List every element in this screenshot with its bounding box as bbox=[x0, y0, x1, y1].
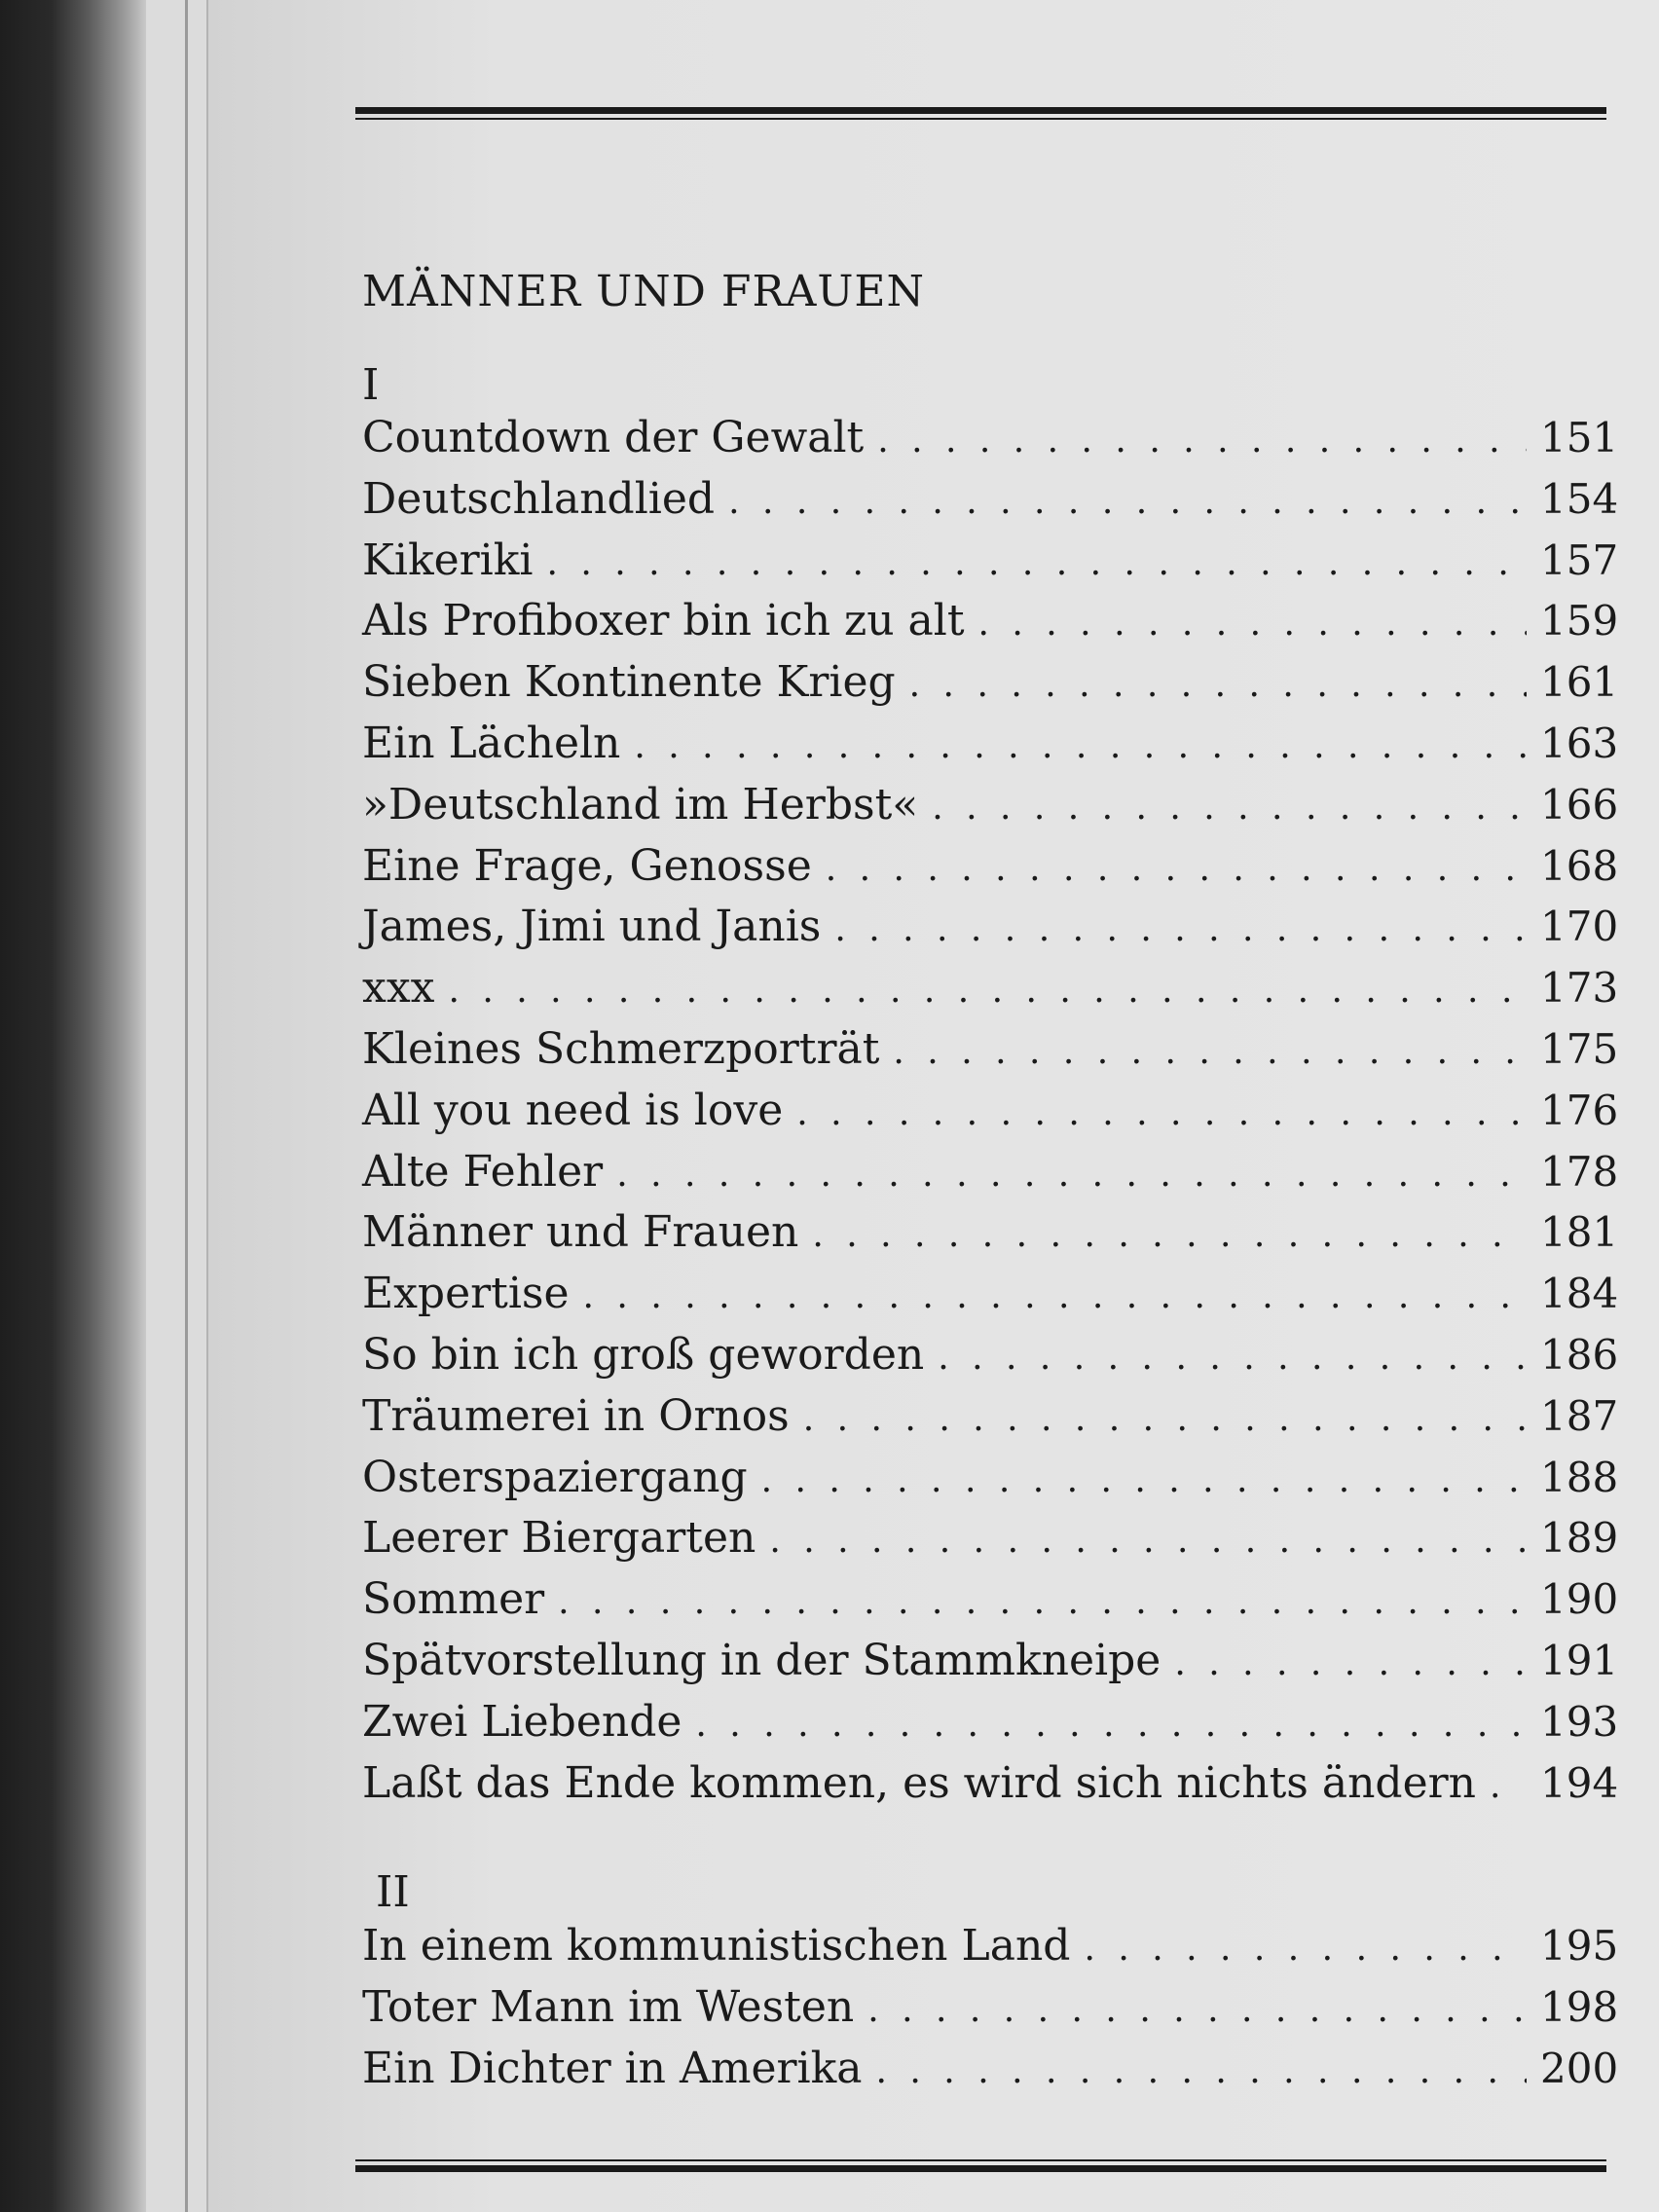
toc-entry-page-number: 157 bbox=[1540, 535, 1619, 584]
toc-entry-page-number: 181 bbox=[1540, 1208, 1619, 1257]
toc-entry bbox=[362, 596, 1618, 657]
toc-entry-page-number: 191 bbox=[1540, 1636, 1619, 1684]
dot-leader bbox=[978, 604, 1527, 644]
toc-entry-title: Als Profiboxer bin ich zu alt bbox=[362, 596, 965, 646]
dot-leader bbox=[1490, 1766, 1527, 1806]
toc-entry-title: xxx bbox=[362, 963, 435, 1014]
toc-entry-page-number: 163 bbox=[1540, 719, 1619, 767]
toc-entry-title: Träumerei in Ornos bbox=[362, 1390, 790, 1441]
toc-entry-title: »Deutschland im Herbst« bbox=[362, 779, 919, 830]
toc-entry-page-number: 151 bbox=[1540, 414, 1619, 461]
toc-entry-page-number: 195 bbox=[1540, 1922, 1619, 1970]
toc-entry bbox=[362, 1330, 1618, 1391]
toc-entry bbox=[362, 1391, 1618, 1453]
dot-leader bbox=[558, 1582, 1527, 1622]
toc-list-part-1 bbox=[362, 413, 1618, 1819]
toc-entry-title: So bin ich groß geworden bbox=[362, 1329, 925, 1380]
dot-leader bbox=[583, 1276, 1527, 1316]
dot-leader bbox=[877, 421, 1527, 461]
toc-entry-page-number: 200 bbox=[1540, 2044, 1619, 2092]
toc-entry bbox=[362, 1147, 1618, 1208]
toc-entry-title: Sommer bbox=[362, 1574, 545, 1625]
toc-entry bbox=[362, 657, 1618, 719]
toc-entry-page-number: 186 bbox=[1540, 1330, 1619, 1379]
toc-entry-page-number: 173 bbox=[1540, 964, 1619, 1013]
book-binding-gutter bbox=[0, 0, 146, 2212]
toc-entry-title: Eine Frage, Genosse bbox=[362, 840, 812, 891]
toc-entry-title: Expertise bbox=[362, 1269, 570, 1319]
toc-entry bbox=[362, 1086, 1618, 1147]
dot-leader bbox=[695, 1705, 1527, 1745]
dot-leader bbox=[803, 1399, 1527, 1439]
toc-list-part-2 bbox=[362, 1921, 1618, 2104]
toc-entry-title: Laßt das Ende kommen, es wird sich nichts ändern bbox=[362, 1757, 1476, 1808]
toc-entry bbox=[362, 413, 1618, 474]
toc-entry-title: Osterspaziergang bbox=[362, 1452, 748, 1502]
toc-entry-title: Sieben Kontinente Krieg bbox=[362, 657, 896, 708]
section-heading: MÄNNER UND FRAUEN bbox=[362, 267, 926, 316]
dot-leader bbox=[796, 1093, 1527, 1133]
page-edge-line bbox=[185, 0, 188, 2212]
toc-entry-page-number: 159 bbox=[1540, 597, 1619, 645]
dot-leader bbox=[876, 2051, 1527, 2091]
dot-leader bbox=[616, 1155, 1527, 1195]
toc-entry bbox=[362, 841, 1618, 903]
toc-entry bbox=[362, 2044, 1618, 2105]
toc-entry-title: Spätvorstellung in der Stammkneipe bbox=[362, 1635, 1161, 1685]
toc-entry bbox=[362, 1758, 1618, 1820]
toc-entry-title: Kikeriki bbox=[362, 535, 534, 585]
toc-entry bbox=[362, 1921, 1618, 1982]
toc-entry-title: Leerer Biergarten bbox=[362, 1513, 756, 1564]
toc-entry bbox=[362, 902, 1618, 963]
dot-leader bbox=[834, 909, 1527, 949]
toc-entry-page-number: 190 bbox=[1540, 1575, 1619, 1624]
part-number-2: II bbox=[376, 1867, 410, 1917]
toc-entry-page-number: 154 bbox=[1540, 474, 1619, 523]
dot-leader bbox=[546, 543, 1527, 583]
toc-entry bbox=[362, 1269, 1618, 1330]
dot-leader bbox=[1174, 1643, 1527, 1683]
toc-entry-title: James, Jimi und Janis bbox=[362, 902, 822, 952]
dot-leader bbox=[932, 788, 1527, 828]
top-double-rule bbox=[355, 107, 1606, 120]
toc-entry-title: Alte Fehler bbox=[362, 1146, 604, 1197]
toc-entry-page-number: 161 bbox=[1540, 658, 1619, 707]
toc-entry-title: Ein Lächeln bbox=[362, 718, 621, 768]
toc-entry-title: Countdown der Gewalt bbox=[362, 413, 865, 462]
toc-entry bbox=[362, 963, 1618, 1024]
toc-entry bbox=[362, 780, 1618, 841]
toc-entry-page-number: 178 bbox=[1540, 1147, 1619, 1196]
toc-entry bbox=[362, 719, 1618, 780]
toc-entry-page-number: 193 bbox=[1540, 1697, 1619, 1746]
toc-entry-title: In einem kommunistischen Land bbox=[362, 1921, 1071, 1971]
part-number-1: I bbox=[362, 360, 380, 410]
toc-entry-title: Zwei Liebende bbox=[362, 1696, 682, 1747]
toc-entry bbox=[362, 535, 1618, 597]
toc-entry-title: Kleines Schmerzporträt bbox=[362, 1023, 880, 1074]
dot-leader bbox=[728, 482, 1527, 522]
toc-entry bbox=[362, 1982, 1618, 2044]
toc-entry bbox=[362, 1207, 1618, 1269]
toc-entry-page-number: 166 bbox=[1540, 780, 1619, 829]
dot-leader bbox=[893, 1032, 1527, 1072]
dot-leader bbox=[938, 1338, 1527, 1378]
toc-entry bbox=[362, 1697, 1618, 1758]
toc-entry-page-number: 170 bbox=[1540, 903, 1619, 951]
toc-entry bbox=[362, 1574, 1618, 1636]
dot-leader bbox=[761, 1460, 1527, 1500]
dot-leader bbox=[826, 849, 1527, 889]
toc-entry-page-number: 187 bbox=[1540, 1391, 1619, 1440]
dot-leader bbox=[867, 1990, 1527, 2030]
dot-leader bbox=[769, 1521, 1527, 1561]
toc-entry bbox=[362, 1513, 1618, 1574]
toc-entry bbox=[362, 1453, 1618, 1514]
toc-entry-title: Deutschlandlied bbox=[362, 473, 716, 524]
dot-leader bbox=[1084, 1929, 1527, 1969]
toc-entry-page-number: 175 bbox=[1540, 1024, 1619, 1073]
dot-leader bbox=[448, 971, 1527, 1011]
toc-entry-page-number: 194 bbox=[1540, 1758, 1619, 1807]
toc-entry-title: Männer und Frauen bbox=[362, 1207, 799, 1258]
toc-entry-title: Toter Mann im Westen bbox=[362, 1981, 855, 2032]
toc-entry-page-number: 188 bbox=[1540, 1453, 1619, 1501]
toc-entry-title: Ein Dichter in Amerika bbox=[362, 2043, 863, 2093]
toc-entry bbox=[362, 474, 1618, 535]
dot-leader bbox=[812, 1215, 1527, 1255]
toc-entry-page-number: 189 bbox=[1540, 1514, 1619, 1563]
bottom-double-rule bbox=[355, 2159, 1606, 2172]
toc-entry bbox=[362, 1636, 1618, 1697]
dot-leader bbox=[634, 726, 1527, 766]
toc-entry-page-number: 176 bbox=[1540, 1086, 1619, 1134]
toc-entry-page-number: 168 bbox=[1540, 841, 1619, 890]
toc-entry-page-number: 184 bbox=[1540, 1270, 1619, 1318]
page-edge-line-inner bbox=[206, 0, 208, 2212]
toc-entry-page-number: 198 bbox=[1540, 1982, 1619, 2031]
toc-entry-title: All you need is love bbox=[362, 1085, 784, 1135]
toc-entry bbox=[362, 1024, 1618, 1086]
dot-leader bbox=[909, 665, 1527, 705]
